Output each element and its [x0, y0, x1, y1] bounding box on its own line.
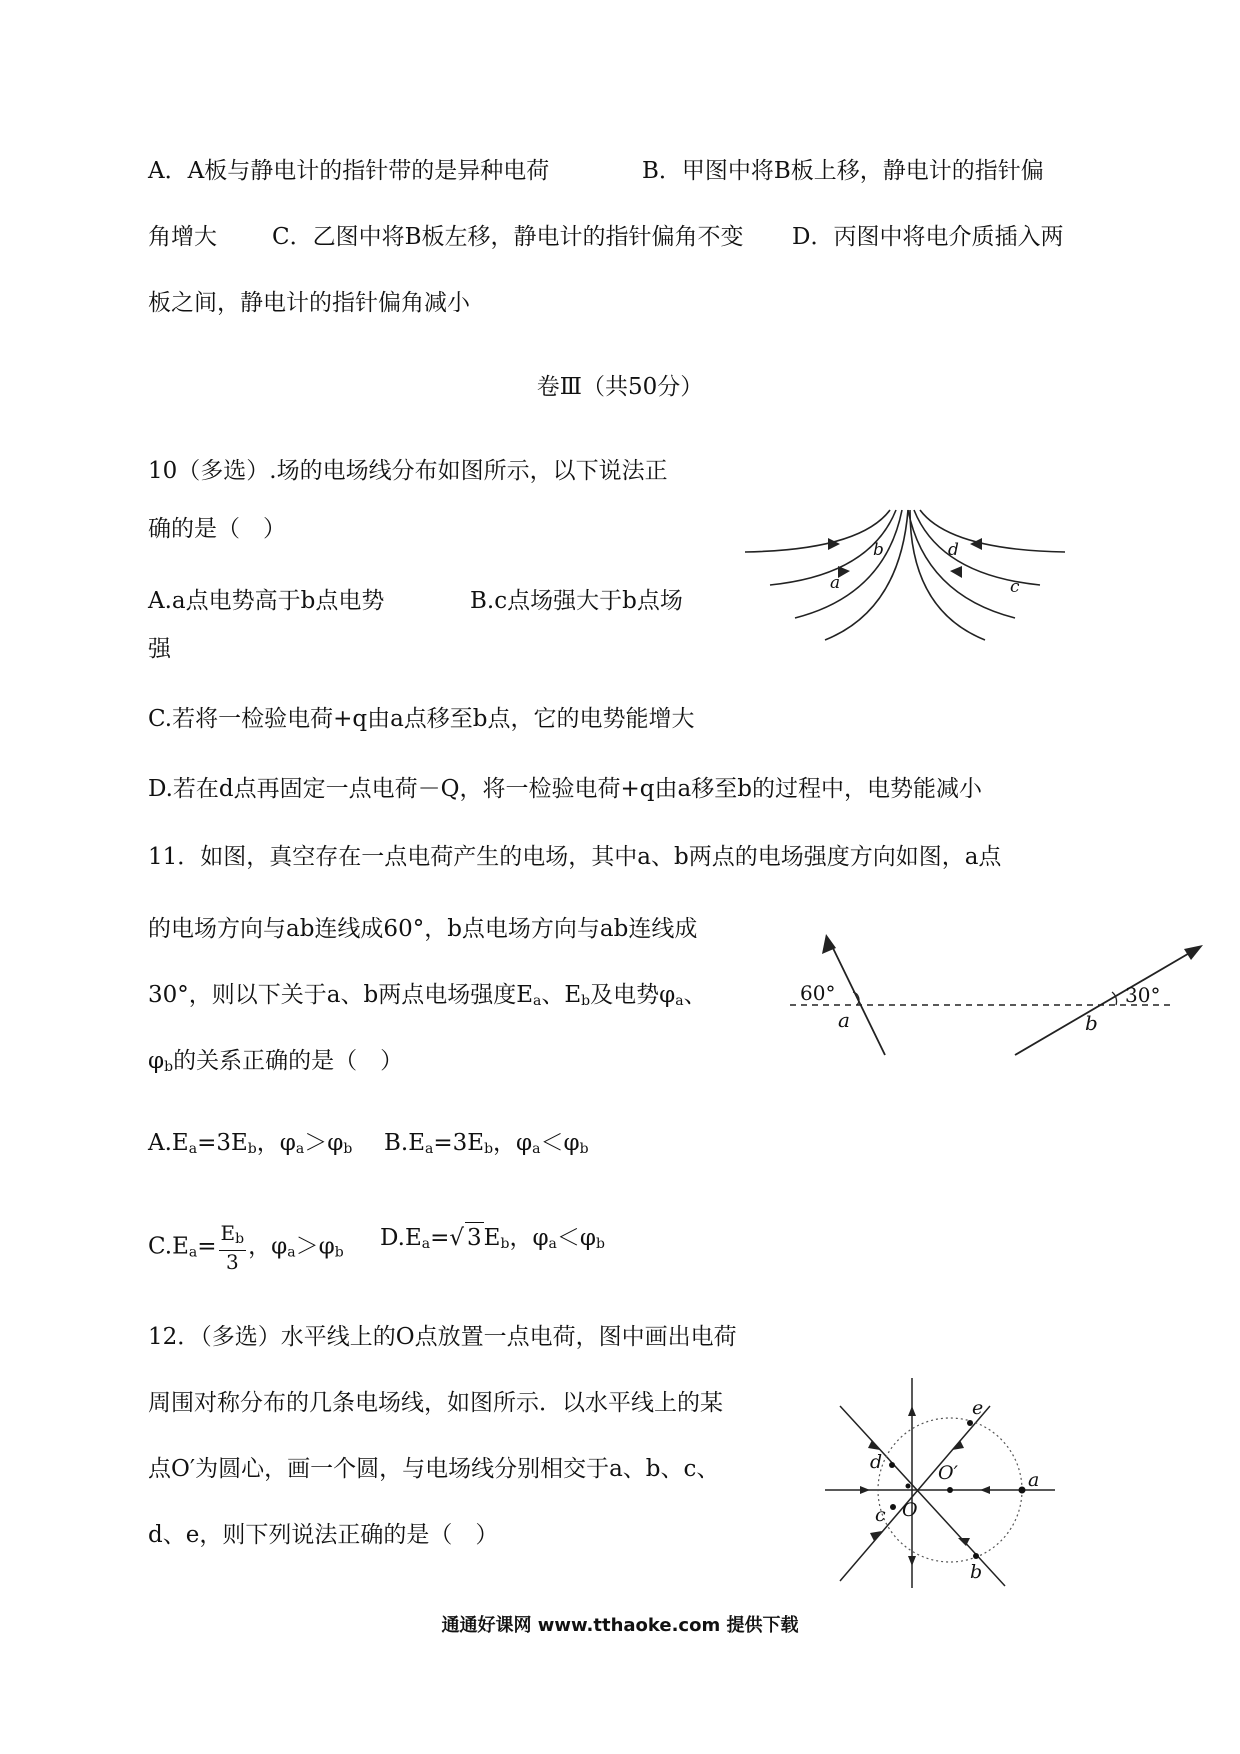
fig10-label-b: b: [873, 540, 884, 560]
fig12-label-a: a: [1028, 1469, 1040, 1491]
q11-stem-1: 11．如图，真空存在一点电荷产生的电场，其中a、b两点的电场强度方向如图，a点: [148, 844, 1002, 870]
option-b-prev-cont: 角增大: [148, 224, 217, 250]
fig10-label-d: d: [948, 540, 959, 560]
angle-60-label: 60°: [800, 981, 836, 1005]
q12-stem-2: 周围对称分布的几条电场线，如图所示．以水平线上的某: [148, 1390, 723, 1416]
q10-stem-2: 确的是（ ）: [148, 516, 286, 542]
circle-field-figure: [820, 1376, 1060, 1591]
q12-stem-3: 点O′为圆心，画一个圆，与电场线分别相交于a、b、c、: [148, 1456, 720, 1482]
sqrt-sign: √: [449, 1225, 465, 1251]
q11-stem-3: 30°，则以下关于a、b两点电场强度$E_a$、$E_b$及电势$\varphi_a$、: [148, 982, 707, 1009]
q11-option-c: $C.E_a=$ $\frac{E_b}{3}$ ，$\varphi_a>\varphi_b$: [148, 1221, 344, 1274]
fig12-label-d: d: [870, 1451, 883, 1473]
field-lines-figure: [740, 500, 1070, 650]
q10-stem-1: 10（多选）.场的电场线分布如图所示，以下说法正: [148, 458, 668, 484]
page-footer: 通通好课网 www.tthaoke.com 提供下载: [441, 1615, 799, 1636]
fraction: $\frac{E_b}{3}$: [220, 1221, 245, 1274]
q12-stem-4: d、e，则下列说法正确的是（ ）: [148, 1522, 499, 1548]
option-b-prev: B．甲图中将B板上移，静电计的指针偏: [642, 158, 1044, 184]
fig12-label-o-prime: O′: [938, 1462, 958, 1484]
fig11-label-a: a: [838, 1008, 850, 1032]
q11-option-b: $B.E_a=3E_b$，$\varphi_a<\varphi_b$: [384, 1130, 589, 1157]
fig12-label-e: e: [972, 1397, 984, 1419]
fig12-label-o: O: [902, 1499, 918, 1521]
option-a-prev: A．A板与静电计的指针带的是异种电荷: [148, 158, 550, 184]
fig10-label-a: a: [830, 573, 841, 593]
arrow-b: [1184, 945, 1203, 960]
q10-option-b: B.c点场强大于b点场: [470, 588, 683, 614]
fig10-label-c: c: [1010, 577, 1020, 597]
field-direction-figure: [790, 930, 1210, 1060]
q12-stem-1: 12．（多选）水平线上的O点放置一点电荷，图中画出电荷: [148, 1324, 737, 1350]
q10-option-c: C.若将一检验电荷+q由a点移至b点，它的电势能增大: [148, 706, 695, 732]
q10-option-d: D.若在d点再固定一点电荷－Q，将一检验电荷+q由a移至b的过程中，电势能减小: [148, 776, 982, 802]
arrow-3: [970, 538, 982, 550]
fig12-label-b: b: [970, 1561, 983, 1583]
arrow-1: [828, 538, 840, 550]
option-d-prev-cont: 板之间，静电计的指针偏角减小: [148, 290, 470, 316]
q11-option-a: $A.E_a=3E_b$，$\varphi_a>\varphi_b$: [148, 1130, 353, 1157]
section-title: 卷Ⅲ（共50分）: [536, 374, 704, 400]
fig12-label-c: c: [875, 1504, 886, 1526]
q11-option-d: $D.E_a=√$ $3E_b$，$\varphi_a<\varphi_b$: [380, 1222, 605, 1259]
option-d-prev: D．丙图中将电介质插入两: [792, 224, 1064, 250]
angle-30-label: 30°: [1125, 983, 1161, 1007]
q11-stem-2: 的电场方向与ab连线成60°，b点电场方向与ab连线成: [148, 916, 698, 942]
q11-stem-4: $\varphi_b$的关系正确的是（ ）: [148, 1048, 404, 1075]
q10-option-b-cont: 强: [148, 636, 171, 662]
q10-option-a: A.a点电势高于b点电势: [148, 588, 385, 614]
arrow-4: [950, 566, 962, 578]
fig11-label-b: b: [1085, 1011, 1098, 1035]
option-c-prev: C．乙图中将B板左移，静电计的指针偏角不变: [272, 224, 744, 250]
